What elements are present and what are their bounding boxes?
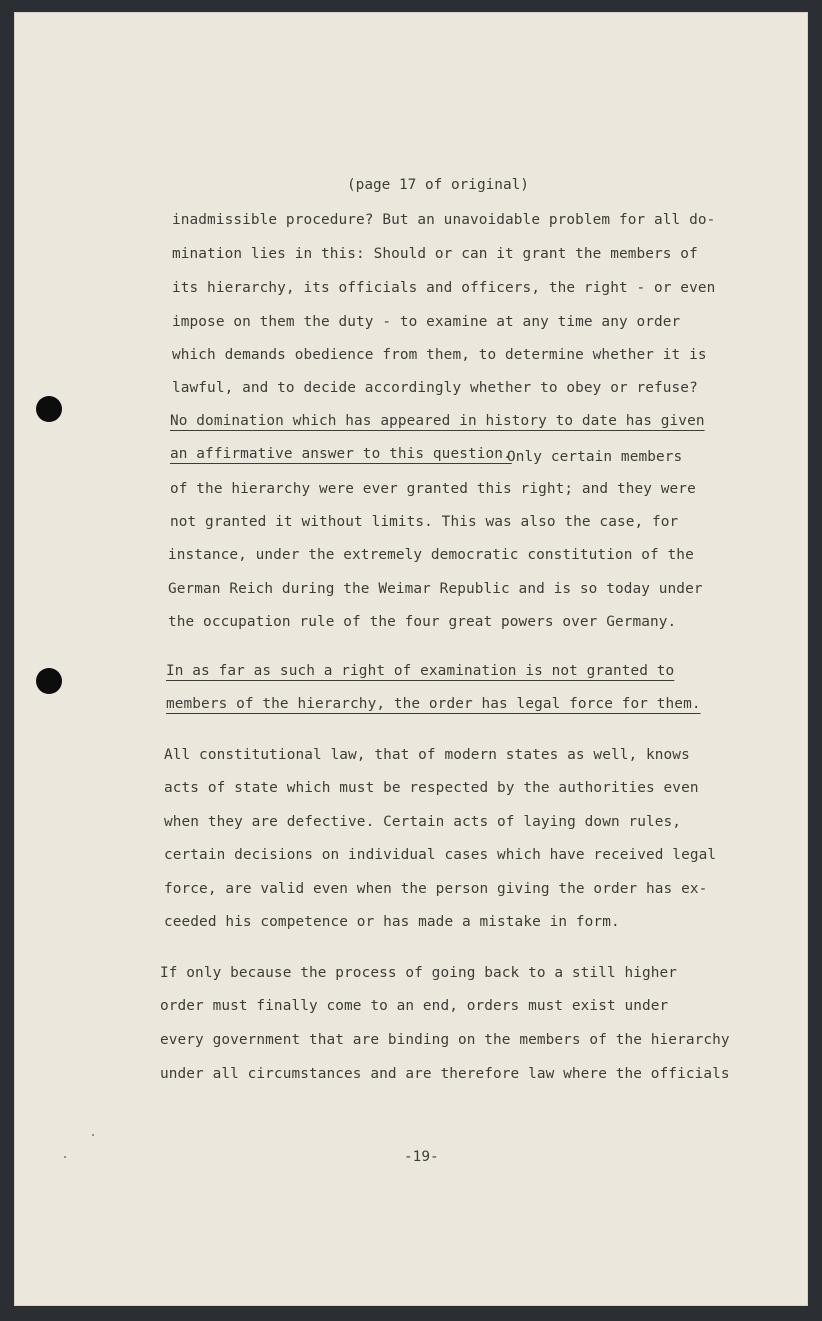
document-page — [14, 12, 808, 1306]
text-line: order must finally come to an end, orders must exist under — [160, 998, 669, 1014]
text-line: when they are defective. Certain acts of laying down rules, — [164, 814, 682, 830]
text-line: inadmissible procedure? But an unavoidable problem for all do- — [172, 212, 716, 228]
text-line: mination lies in this: Should or can it grant the members of — [172, 246, 698, 262]
text-line: ceeded his competence or has made a mistake in form. — [164, 914, 620, 930]
text-line: every government that are binding on the members of the hierarchy — [160, 1032, 730, 1048]
text-line: impose on them the duty - to examine at any time any order — [172, 314, 681, 330]
text-line: of the hierarchy were ever granted this right; and they were — [170, 481, 696, 497]
text-line: instance, under the extremely democratic constitution of the — [168, 547, 694, 563]
punch-hole-top — [36, 396, 62, 422]
text-line: acts of state which must be respected by the authorities even — [164, 780, 699, 796]
underlined-text-line: members of the hierarchy, the order has legal force for them. — [166, 696, 701, 712]
text-line: All constitutional law, that of modern states as well, knows — [164, 747, 690, 763]
page-number: -19- — [404, 1149, 439, 1165]
text-line: Only certain members — [507, 449, 683, 465]
text-line: certain decisions on individual cases which have received legal — [164, 847, 717, 863]
underlined-text-line: an affirmative answer to this question. — [170, 446, 512, 462]
page-header: (page 17 of original) — [347, 177, 529, 193]
underlined-text-line: In as far as such a right of examination is not granted to — [166, 663, 675, 679]
text-line: which demands obedience from them, to determine whether it is — [172, 347, 707, 363]
text-line: the occupation rule of the four great powers over Germany. — [168, 614, 677, 630]
text-line: its hierarchy, its officials and officers, the right - or even — [172, 280, 716, 296]
text-line: not granted it without limits. This was also the case, for — [170, 514, 679, 530]
text-line: German Reich during the Weimar Republic and is so today under — [168, 581, 703, 597]
text-line: under all circumstances and are therefore law where the officials — [160, 1066, 730, 1082]
text-line: force, are valid even when the person giving the order has ex- — [164, 881, 708, 897]
paper-speck — [64, 1156, 66, 1158]
paper-speck — [92, 1134, 94, 1136]
punch-hole-bottom — [36, 668, 62, 694]
underlined-text-line: No domination which has appeared in history to date has given — [170, 413, 705, 429]
text-line: If only because the process of going back to a still higher — [160, 965, 678, 981]
text-line: lawful, and to decide accordingly whether to obey or refuse? — [172, 380, 698, 396]
